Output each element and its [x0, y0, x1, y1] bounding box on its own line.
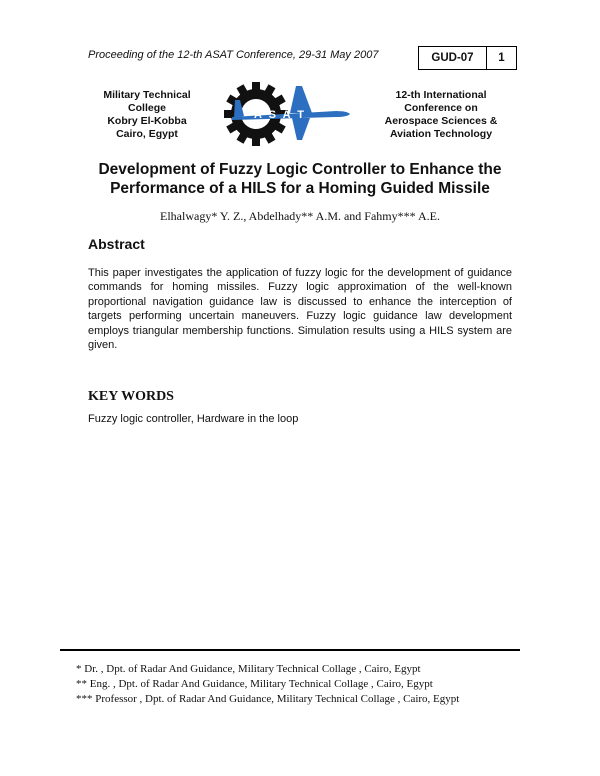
authors: Elhalwagy* Y. Z., Abdelhady** A.M. and Fahmy*** A.E. [160, 209, 440, 223]
paper-title [60, 160, 540, 198]
affiliation-right-line: 12-th International [395, 89, 487, 101]
affiliation-left [98, 89, 196, 141]
footnote: ** Eng. , Dpt. of Radar And Guidance, Military Technical Collage , Cairo, Egypt [76, 678, 433, 691]
footnotes [76, 662, 459, 708]
affiliation-left-line: Kobry El-Kobba [107, 115, 187, 127]
paper-code: GUD-07 [419, 47, 487, 69]
footnote: *** Professor , Dpt. of Radar And Guidance, Military Technical Collage , Cairo, Egypt [76, 693, 460, 706]
conference-header: Proceeding of the 12-th ASAT Conference, 29-31 May 2007 [88, 49, 379, 61]
affiliation-right-line: Aerospace Sciences & [384, 115, 498, 127]
affiliation-right-line: Aviation Technology [389, 128, 493, 140]
affiliation-left-line: Military Technical [103, 89, 191, 101]
page-number: 1 [498, 52, 505, 64]
affiliation-right [380, 89, 502, 141]
asat-logo [220, 80, 352, 148]
abstract-heading: Abstract [88, 236, 145, 252]
paper-code-box [418, 46, 517, 70]
keywords-heading: KEY WORDS [88, 389, 174, 404]
logo-text: A S A T [254, 109, 306, 121]
title-line: Performance of a HILS for a Homing Guided Missile [110, 180, 490, 197]
affiliation-left-line: College [128, 102, 166, 114]
title-line: Development of Fuzzy Logic Controller to Enhance the [98, 161, 502, 178]
footnote-divider [60, 649, 520, 651]
keywords-body: Fuzzy logic controller, Hardware in the loop [88, 413, 299, 425]
affiliation-right-line: Conference on [404, 102, 478, 114]
abstract-body: This paper investigates the application of fuzzy logic for the development of guidance commands for homing missiles. Fuzzy logic approximation of the well-known proportional navigation guidance law is discussed to enhance the interception of targets performing uncertain maneuvers. Fuzzy logic guidance law development employs triangular membership functions. Simulation results using a HILS system are given. [88, 267, 512, 352]
footnote: * Dr. , Dpt. of Radar And Guidance, Military Technical Collage , Cairo, Egypt [76, 663, 421, 675]
affiliation-left-line: Cairo, Egypt [116, 128, 178, 140]
